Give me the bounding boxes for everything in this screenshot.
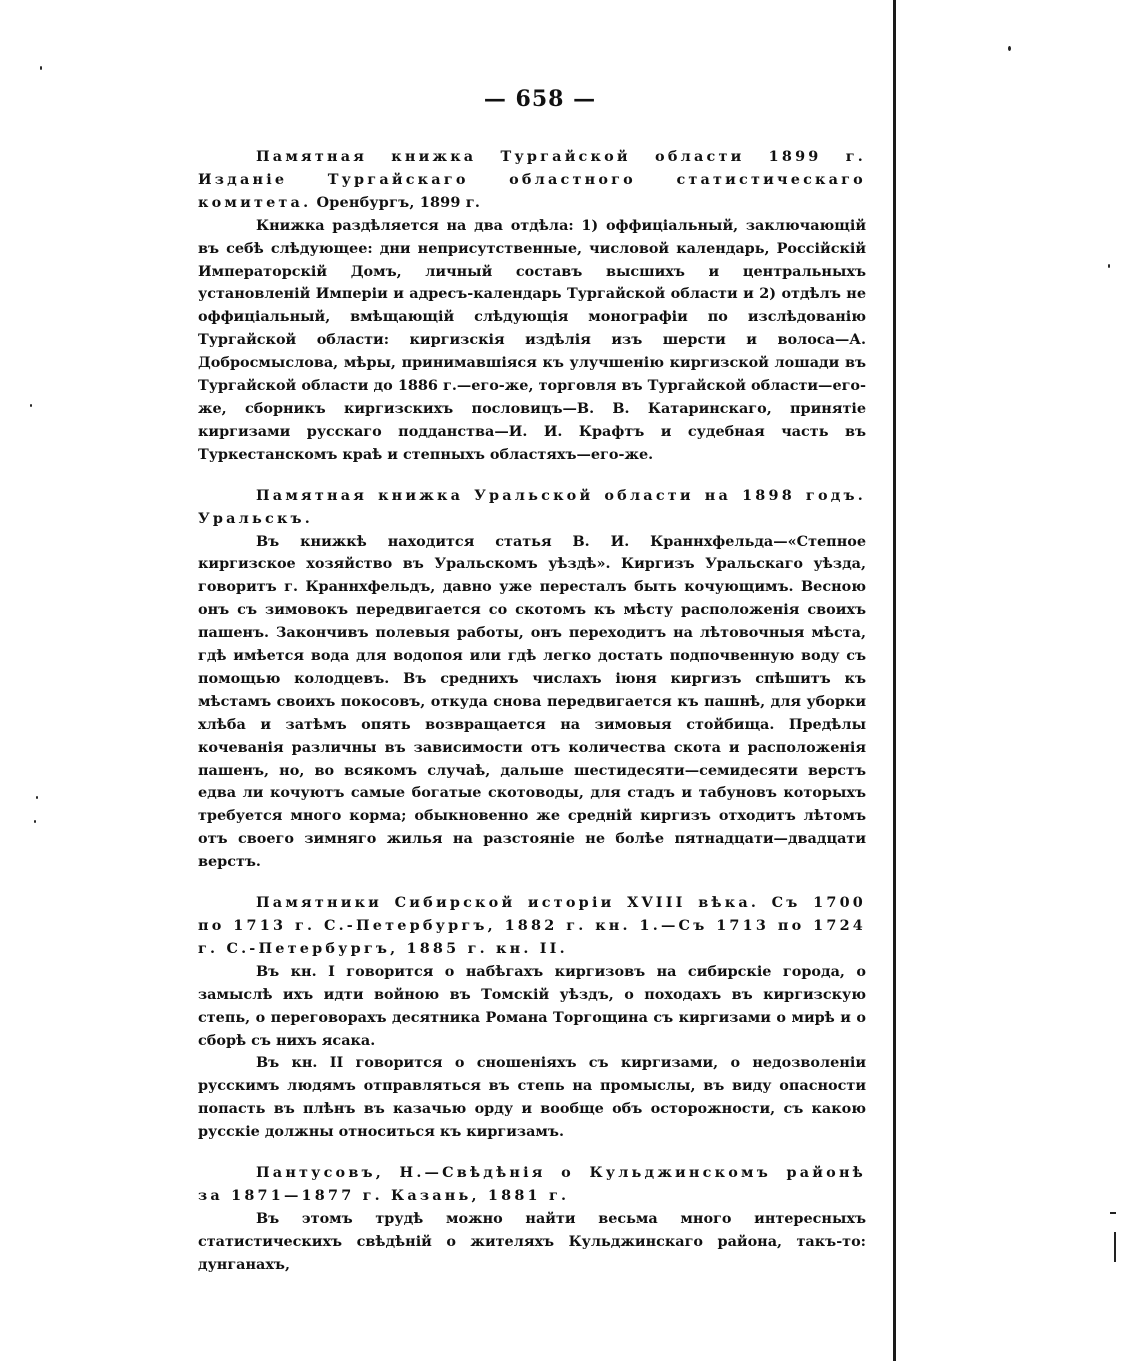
entry-title [198, 1162, 866, 1208]
scan-speck [30, 404, 32, 407]
scan-speck [1008, 46, 1011, 51]
bibliography-entry [198, 1162, 866, 1277]
entry-title-spaced: Памятная книжка Тургайской области 1899 г. Изданіе Тургайскаго областного статистическаго комитета. [198, 148, 866, 211]
page-edge-rule [893, 0, 896, 1361]
bibliography-entry [198, 485, 866, 874]
entry-paragraph: Въ этомъ трудѣ можно найти весьма много интересныхъ статистическихъ свѣдѣній о жителяхъ Кульджинскаго района, такъ-то: дунганахъ, [198, 1209, 866, 1273]
scan-speck [1108, 264, 1110, 268]
entry-paragraph: Въ кн. II говорится о сношеніяхъ съ киргизами, о недозволеніи русскимъ людямъ отправляться въ степь на промыслы, въ виду опасности попасть въ плѣнъ въ казачью орду и вообще объ осторожности, съ какою русскіе должны относиться къ киргизамъ. [198, 1054, 866, 1141]
entry-paragraph: Въ кн. I говорится о набѣгахъ киргизовъ на сибирскіе города, о замыслѣ ихъ идти войною въ Томскій уѣздъ, о походахъ въ киргизскую степь, о переговорахъ десятника Романа Торгощина съ киргизами о мирѣ и о сборѣ съ нихъ ясака. [198, 962, 866, 1049]
bibliography-entry [198, 892, 866, 1144]
scan-speck [34, 820, 36, 823]
scan-speck [1114, 1232, 1116, 1262]
bibliography-entry [198, 146, 866, 467]
entry-paragraph: Книжка раздѣляется на два отдѣла: 1) оффиціальный, заключающій въ себѣ слѣдующее: дни неприсутственные, числовой календарь, Россійскій Императорскій Домъ, личный составъ высшихъ и центральныхъ установленій Имперіи и адресъ-календарь Тургайской области и 2) отдѣлъ не оффиціальный, вмѣщающій слѣдующія монографіи по изслѣдованію Тургайской области: киргизскія издѣлія изъ шерсти и волоса—А. Добросмыслова, мѣры, принимавшіяся къ улучшенію киргизской лошади въ Тургайской области до 1886 г.—его-же, торговля въ Тургайской области—его-же, сборникъ киргизскихъ пословицъ—В. В. Катаринскаго, принятіе киргизами русскаго подданства—И. И. Крафтъ и судебная часть въ Туркестанскомъ краѣ и степныхъ областяхъ—его-же. [198, 216, 866, 463]
scan-speck [1110, 1212, 1116, 1214]
entry-title-spaced: Памятники Сибирской исторіи XVIII вѣка. Съ 1700 по 1713 г. С.-Петербургъ, 1882 г. кн. 1.—Съ 1713 по 1724 г. С.-Петербургъ, 1885 г. кн. II. [198, 894, 866, 957]
entry-title [198, 146, 866, 215]
entry-title-spaced: Памятная книжка Уральской области на 1898 годъ. Уральскъ. [198, 486, 866, 527]
page-body [198, 146, 866, 1295]
entry-paragraph: Въ книжкѣ находится статья В. И. Краннхфельда—«Степное киргизское хозяйство въ Уральскомъ уѣздѣ». Киргизъ Уральскаго уѣзда, говоритъ г. Краннхфельдъ, давно уже пересталъ быть кочующимъ. Весною онъ съ зимовокъ передвигается со скотомъ къ мѣсту расположенія своихъ пашенъ. Закончивъ полевыя работы, онъ переходитъ на лѣтовочныя мѣста, гдѣ имѣется вода для водопоя или гдѣ легко достать подпочвенную воду съ помощью колодцевъ. Въ среднихъ числахъ іюня киргизъ спѣшитъ къ мѣстамъ своихъ покосовъ, откуда снова передвигается къ пашнѣ, для уборки хлѣба и затѣмъ опять возвращается на зимовыя стойбища. Предѣлы кочеванія различны въ зависимости отъ количества скота и расположенія пашенъ, но, во всякомъ случаѣ, дальше шестидесяти—семидесяти верстъ едва ли кочуютъ самые богатые скотоводы, для стадъ и табуновъ которыхъ требуется много корма; обыкновенно же средній киргизъ отходитъ лѣтомъ отъ своего зимняго жилья на разстояніе не болѣе пятнадцати—двадцати верстъ. [198, 532, 866, 871]
entry-title [198, 892, 866, 961]
scan-speck [36, 796, 38, 799]
scan-speck [40, 66, 42, 70]
page-number: — 658 — [483, 86, 597, 112]
entry-title [198, 485, 866, 531]
entry-title-imprint: Оренбургъ, 1899 г. [311, 193, 481, 211]
entry-title-spaced: Пантусовъ, Н.—Свѣдѣнія о Кульджинскомъ районѣ за 1871—1877 г. Казань, 1881 г. [198, 1164, 866, 1204]
